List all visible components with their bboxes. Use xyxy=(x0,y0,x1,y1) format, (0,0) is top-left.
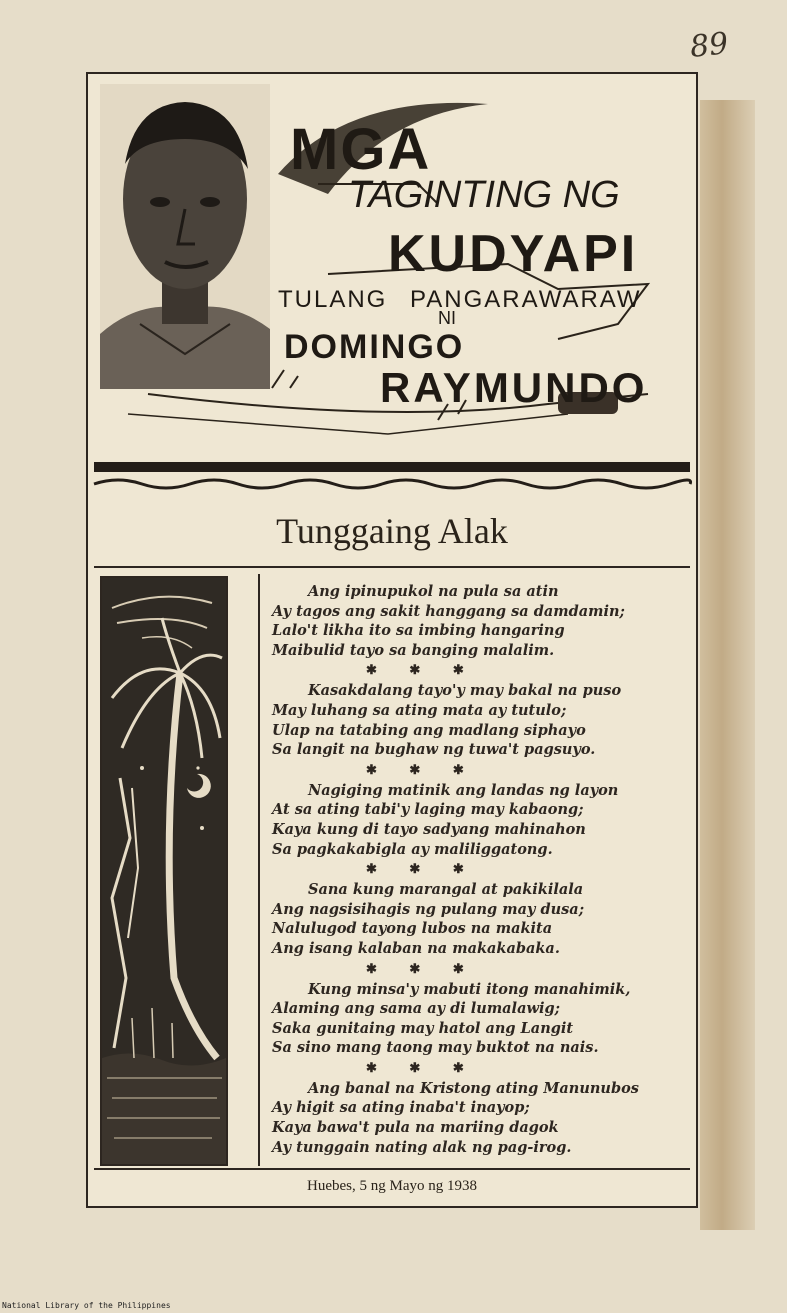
page-number: 89 xyxy=(688,26,730,65)
poem-line: Sa pagkakabigla ay maliliggatong. xyxy=(272,840,553,858)
stanza-4 xyxy=(272,880,692,958)
column-header xyxy=(88,74,696,494)
archive-credit: National Library of the Philippines xyxy=(2,1301,171,1310)
poem-line: May luhang sa ating mata ay tutulo; xyxy=(272,701,567,719)
portrait-image xyxy=(100,84,270,389)
clipping-shadow xyxy=(700,100,755,1230)
column-title-taginting: TAGINTING NG xyxy=(348,174,620,216)
stanza-6 xyxy=(272,1079,692,1157)
poem-line: Lalo't likha ito sa imbing hangaring xyxy=(272,622,565,640)
column-rule xyxy=(258,574,260,1166)
poem-line: Nagiging matinik ang landas ng layon xyxy=(308,781,619,799)
poem-line: Ay tagos ang sakit hanggang sa damdamin; xyxy=(272,602,625,620)
poem-line: Alaming ang sama ay di lumalawig; xyxy=(272,1000,560,1018)
poem-line: Saka gunitaing may hatol ang Langit xyxy=(272,1019,574,1037)
stanza-2 xyxy=(272,681,692,759)
author-last-name: RAYMUNDO xyxy=(380,364,648,411)
newspaper-clipping xyxy=(86,72,698,1208)
stanza-5 xyxy=(272,980,692,1058)
stanza-3 xyxy=(272,781,692,859)
poem-line: Ulap na tatabing ang madlang siphayo xyxy=(272,721,586,739)
poem-line: Ang ipinupukol na pula sa atin xyxy=(308,583,559,600)
stanza-1 xyxy=(272,582,692,660)
stanza-separator: ✱ ✱ ✱ xyxy=(366,663,478,679)
poem-line: Ang nagsisihagis ng pulang may dusa; xyxy=(272,900,585,918)
palm-tree-illustration xyxy=(100,576,228,1166)
stanza-separator: ✱ ✱ ✱ xyxy=(366,1060,478,1076)
stanza-separator: ✱ ✱ ✱ xyxy=(366,762,478,778)
poem-line: Kung minsa'y mabuti itong manahimik, xyxy=(308,980,631,998)
poem-line: Maibulid tayo sa banging malalim. xyxy=(272,641,555,659)
poem-line: Kasakdalang tayo'y may bakal na puso xyxy=(308,682,622,700)
poem-line: Nalulugod tayong lubos na makita xyxy=(272,920,553,938)
palm-tree-icon xyxy=(102,578,226,1164)
poem-line: Kaya bawa't pula na mariing dagok xyxy=(272,1119,559,1137)
poem-line: Sana kung marangal at pakikilala xyxy=(308,881,584,899)
column-subtitle: TULANG PANGARAWARAW xyxy=(278,286,642,313)
poem-line: Ang isang kalaban na makakabaka. xyxy=(272,939,560,957)
poem-line: Sa sino mang taong may buktot na nais. xyxy=(272,1039,599,1057)
column-subtitle-ni: NI xyxy=(438,308,456,328)
section-divider xyxy=(94,566,690,568)
poem-line: At sa ating tabi'y laging may kabaong; xyxy=(272,801,584,819)
poem-line: Ay higit sa ating inaba't inayop; xyxy=(272,1099,530,1117)
column-title-mga: MGA xyxy=(290,117,432,182)
poem-title: Tunggaing Alak xyxy=(276,511,508,551)
author-portrait xyxy=(100,84,270,389)
column-title-kudyapi: KUDYAPI xyxy=(388,225,639,283)
poem-line: Kaya kung di tayo sadyang mahinahon xyxy=(272,820,586,838)
poem-body xyxy=(272,582,692,1157)
stanza-separator: ✱ ✱ ✱ xyxy=(366,862,478,878)
poem-line: Ang banal na Kristong ating Manunubos xyxy=(308,1079,639,1097)
poem-line: Ay tunggain nating alak ng pag-irog. xyxy=(272,1138,572,1156)
author-first-name: DOMINGO xyxy=(284,328,465,366)
publication-dateline: Huebes, 5 ng Mayo ng 1938 xyxy=(307,1178,477,1194)
poem-line: Sa langit na bughaw ng tuwa't pagsuyo. xyxy=(272,741,596,759)
stanza-separator: ✱ ✱ ✱ xyxy=(366,961,478,977)
section-divider xyxy=(94,1168,690,1170)
